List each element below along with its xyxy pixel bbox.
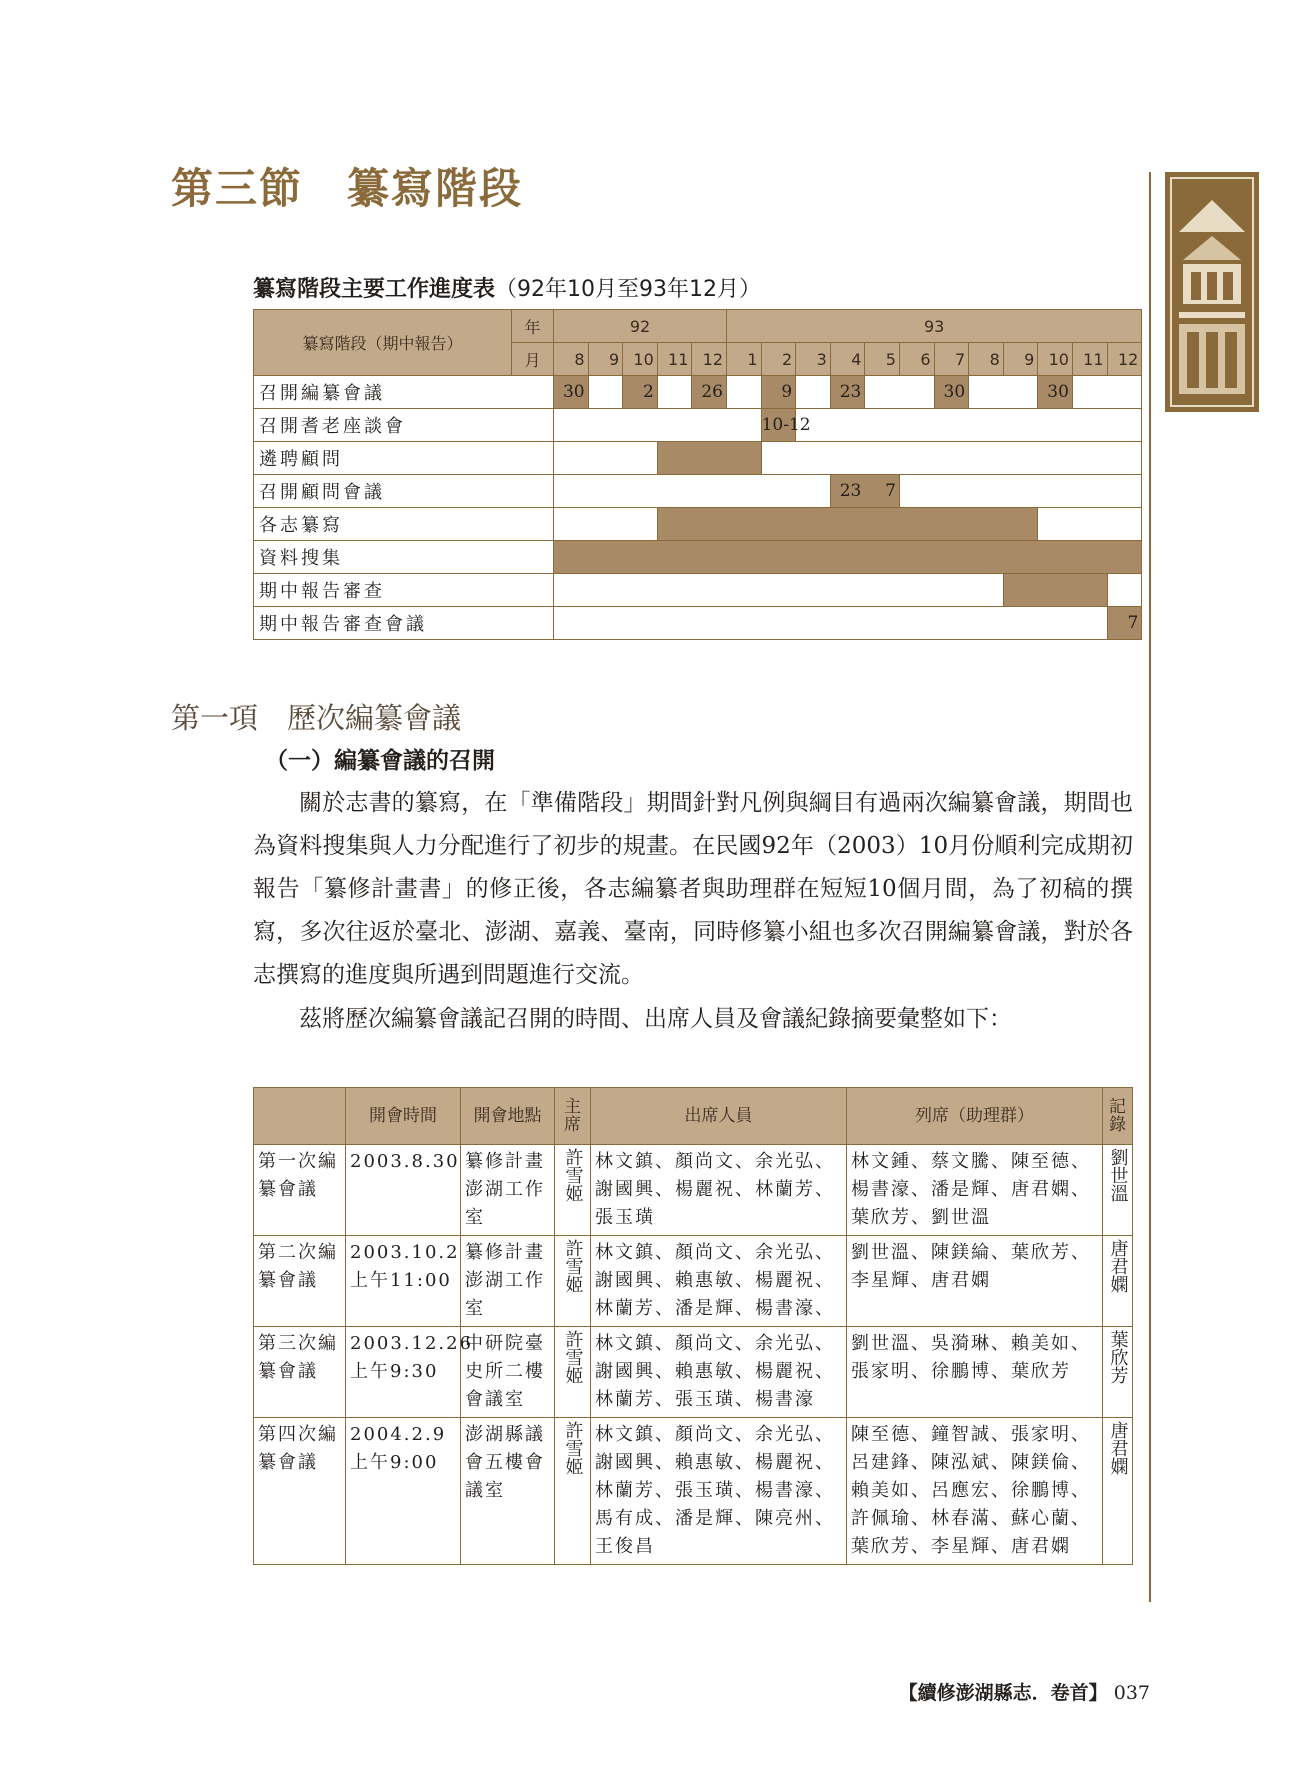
gantt-empty-cell [796,607,831,640]
gantt-empty-cell [899,409,934,442]
task-name: 遴聘顧問 [254,442,554,475]
month-cell: 9 [588,343,623,376]
meeting-chair [555,1327,591,1418]
meetings-header-row [254,1088,1133,1145]
gantt-bar-cell: 26 [692,376,727,409]
gantt-empty-cell [865,607,900,640]
year-93: 93 [727,310,1142,343]
meeting-recorder-text: 唐君嫻 [1107,1239,1129,1293]
gantt-bar-cell [657,508,692,541]
meeting-chair [555,1418,591,1565]
gantt-bar-cell [554,541,589,574]
task-name: 各志纂寫 [254,508,554,541]
place-header: 開會地點 [461,1088,555,1145]
gantt-empty-cell [692,475,727,508]
gantt-empty-cell [588,607,623,640]
gantt-empty-cell [1003,409,1038,442]
meeting-row [254,1418,1133,1565]
meeting-place: 纂修計畫澎湖工作室 [461,1236,555,1327]
month-cell: 8 [554,343,589,376]
gantt-empty-cell [554,607,589,640]
meeting-attendees: 林文鎮、顏尚文、余光弘、謝國興、賴惠敏、楊麗祝、林蘭芳、張玉璜、楊書濠 [591,1327,847,1418]
meeting-observers: 劉世溫、吳漪琳、賴美如、張家明、徐鵬博、葉欣芳 [847,1327,1103,1418]
month-cell: 7 [934,343,969,376]
gantt-bar-cell [657,442,692,475]
page-number: 037 [1113,1682,1150,1704]
gantt-empty-cell [588,409,623,442]
gantt-bar-cell: 23 [830,475,865,508]
gantt-empty-cell [623,508,658,541]
gantt-bar-cell [727,508,762,541]
year-92: 92 [554,310,727,343]
gantt-empty-cell [727,409,762,442]
gantt-empty-cell [623,574,658,607]
book-title: 【續修澎湖縣志．卷首】 [898,1682,1108,1704]
meeting-time: 2003.10.2 上午11:00 [346,1236,461,1327]
meeting-name: 第一次編纂會議 [254,1145,346,1236]
observers-header: 列席（助理群） [847,1088,1103,1145]
gantt-bar-cell [761,508,796,541]
meeting-row [254,1236,1133,1327]
gantt-empty-cell [969,607,1004,640]
gantt-bar-cell [830,541,865,574]
meeting-recorder [1103,1418,1133,1565]
gantt-empty-cell [899,607,934,640]
gantt-empty-cell [1003,442,1038,475]
gantt-empty-cell [1038,442,1073,475]
meeting-place: 澎湖縣議會五樓會議室 [461,1418,555,1565]
gantt-empty-cell [554,442,589,475]
gantt-bar-cell [727,442,762,475]
gantt-bar-cell [588,541,623,574]
gantt-empty-cell [727,475,762,508]
meeting-observers: 劉世溫、陳鎂綸、葉欣芳、李星輝、唐君嫻 [847,1236,1103,1327]
gantt-row [254,376,1142,409]
gantt-empty-cell [761,442,796,475]
year-label: 年 [512,310,554,343]
gantt-bar-cell: 7 [865,475,900,508]
gantt-row [254,409,1142,442]
gantt-title-main: 纂寫階段主要工作進度表 [253,277,496,302]
gantt-empty-cell [1072,508,1107,541]
meeting-chair [555,1236,591,1327]
gantt-empty-cell [1038,508,1073,541]
task-name: 期中報告審查會議 [254,607,554,640]
gantt-row [254,574,1142,607]
gantt-row [254,508,1142,541]
gantt-header-label: 纂寫階段（期中報告） [254,310,512,376]
meetings-table [253,1087,1133,1565]
gantt-bar-cell [1038,574,1073,607]
gantt-bar-cell [865,508,900,541]
meeting-chair-text: 許雪姬 [562,1239,584,1293]
meeting-attendees: 林文鎮、顏尚文、余光弘、謝國興、賴惠敏、楊麗祝、林蘭芳、張玉璜、楊書濠、馬有成、潘是輝、陳亮州、王俊昌 [591,1418,847,1565]
temple-illustration [1165,172,1259,412]
meeting-recorder-text: 劉世溫 [1107,1148,1129,1202]
task-name: 期中報告審查 [254,574,554,607]
gantt-empty-cell [969,442,1004,475]
meeting-recorder [1103,1145,1133,1236]
gantt-bar-cell [796,541,831,574]
recorder-header: 記錄 [1103,1088,1133,1145]
meeting-attendees: 林文鎮、顏尚文、余光弘、謝國興、賴惠敏、楊麗祝、林蘭芳、潘是輝、楊書濠、 [591,1236,847,1327]
gantt-bar-cell: 9 [761,376,796,409]
gantt-empty-cell [623,409,658,442]
gantt-empty-cell [1107,574,1142,607]
gantt-bar-cell [969,508,1004,541]
gantt-empty-cell [830,409,865,442]
gantt-row [254,607,1142,640]
gantt-empty-cell [1107,508,1142,541]
attendees-header: 出席人員 [591,1088,847,1145]
gantt-empty-cell [554,475,589,508]
gantt-bar-cell [692,541,727,574]
meeting-chair-text: 許雪姬 [562,1421,584,1475]
time-header: 開會時間 [346,1088,461,1145]
meeting-name: 第四次編纂會議 [254,1418,346,1565]
paragraph-summary: 茲將歷次編纂會議記召開的時間、出席人員及會議紀錄摘要彙整如下： [299,1006,1012,1032]
gantt-empty-cell [969,409,1004,442]
gantt-empty-cell [727,607,762,640]
meeting-place: 纂修計畫澎湖工作室 [461,1145,555,1236]
gantt-bar-cell [623,541,658,574]
meeting-recorder [1103,1236,1133,1327]
month-cell: 1 [727,343,762,376]
meeting-time: 2004.2.9 上午9:00 [346,1418,461,1565]
gantt-year-row [254,310,1142,343]
gantt-empty-cell [657,574,692,607]
month-cell: 12 [692,343,727,376]
gantt-row [254,541,1142,574]
gantt-empty-cell [1107,475,1142,508]
gantt-bar-cell [1072,574,1107,607]
blank-header [254,1088,346,1145]
gantt-empty-cell [554,574,589,607]
gantt-bar-cell: 7 [1107,607,1142,640]
gantt-bar-cell [865,541,900,574]
gantt-empty-cell [796,376,831,409]
gantt-empty-cell [796,475,831,508]
meeting-attendees: 林文鎮、顏尚文、余光弘、謝國興、楊麗祝、林蘭芳、張玉璜 [591,1145,847,1236]
gantt-bar-cell: 2 [623,376,658,409]
gantt-bar-cell [1003,574,1038,607]
meeting-time: 2003.12.26 上午9:30 [346,1327,461,1418]
gantt-empty-cell [830,574,865,607]
gantt-empty-cell [588,376,623,409]
chair-header: 主席 [555,1088,591,1145]
gantt-empty-cell [657,409,692,442]
gantt-empty-cell [692,607,727,640]
gantt-empty-cell [1038,475,1073,508]
gantt-empty-cell [761,574,796,607]
gantt-bar-cell [692,442,727,475]
meeting-place: 中研院臺史所二樓會議室 [461,1327,555,1418]
gantt-bar-cell: 10-12 [761,409,796,442]
meeting-row [254,1145,1133,1236]
gantt-empty-cell [865,442,900,475]
gantt-empty-cell [1003,607,1038,640]
gantt-title [253,272,761,303]
item-title: 第一項 歷次編纂會議 [171,701,462,735]
meeting-name: 第三次編纂會議 [254,1327,346,1418]
gantt-bar-cell [657,541,692,574]
gantt-empty-cell [865,376,900,409]
month-cell: 5 [865,343,900,376]
gantt-empty-cell [1072,376,1107,409]
gantt-bar-cell [1107,541,1142,574]
month-cell: 12 [1107,343,1142,376]
gantt-bar-cell: 23 [830,376,865,409]
gantt-empty-cell [623,442,658,475]
gantt-empty-cell [1072,475,1107,508]
gantt-bar-cell [934,508,969,541]
gantt-empty-cell [727,574,762,607]
gantt-row [254,475,1142,508]
gantt-empty-cell [865,409,900,442]
gantt-empty-cell [588,442,623,475]
margin-rule [1149,172,1151,1602]
gantt-empty-cell [934,574,969,607]
task-name: 資料搜集 [254,541,554,574]
gantt-empty-cell [796,442,831,475]
month-cell: 10 [623,343,658,376]
gantt-empty-cell [934,607,969,640]
meeting-chair-text: 許雪姬 [562,1148,584,1202]
gantt-bar-cell [727,541,762,574]
meeting-name: 第二次編纂會議 [254,1236,346,1327]
gantt-empty-cell [934,475,969,508]
gantt-bar-cell [1003,508,1038,541]
gantt-empty-cell [1107,409,1142,442]
gantt-empty-cell [657,607,692,640]
gantt-row [254,442,1142,475]
gantt-empty-cell [761,607,796,640]
gantt-bar-cell [761,541,796,574]
gantt-empty-cell [1072,607,1107,640]
gantt-bar-cell [899,508,934,541]
gantt-empty-cell [899,475,934,508]
gantt-bar-cell [1038,541,1073,574]
month-cell: 3 [796,343,831,376]
gantt-empty-cell [1107,442,1142,475]
gantt-bar-cell: 30 [554,376,589,409]
gantt-bar-cell [830,508,865,541]
paragraph-intro: 關於志書的纂寫，在「準備階段」期間針對凡例與綱目有過兩次編纂會議，期間也為資料搜集與人力分配進行了初步的規畫。在民國92年（2003）10月份順利完成期初報告「纂修計畫書」的修正後，各志編纂者與助理群在短短10個月間，為了初稿的撰寫，多次往返於臺北、澎湖、嘉義、臺南，同時修纂小組也多次召開編纂會議，對於各志撰寫的進度與所遇到問題進行交流。 [253,790,1133,988]
gantt-bar-cell [796,508,831,541]
meeting-observers: 陳至德、鐘智誠、張家明、呂建鋒、陳泓斌、陳鎂倫、賴美如、呂應宏、徐鵬博、許佩瑜、林春滿、蘇心蘭、葉欣芳、李星輝、唐君嫻 [847,1418,1103,1565]
gantt-empty-cell [623,607,658,640]
meeting-chair [555,1145,591,1236]
gantt-empty-cell [1072,409,1107,442]
month-cell: 6 [899,343,934,376]
meeting-recorder [1103,1327,1133,1418]
gantt-bar-cell [934,541,969,574]
gantt-empty-cell [969,574,1004,607]
gantt-empty-cell [588,475,623,508]
meeting-time: 2003.8.30 [346,1145,461,1236]
gantt-empty-cell [1038,607,1073,640]
gantt-empty-cell [969,475,1004,508]
meeting-recorder-text: 葉欣芳 [1107,1330,1129,1384]
gantt-bar-cell: 30 [934,376,969,409]
month-label: 月 [512,343,554,376]
gantt-empty-cell [899,574,934,607]
task-name: 召開顧問會議 [254,475,554,508]
page-footer [899,1678,1150,1705]
meeting-recorder-text: 唐君嫻 [1107,1421,1129,1475]
gantt-bar-cell [692,508,727,541]
gantt-empty-cell [727,376,762,409]
gantt-bar-cell [1003,541,1038,574]
gantt-empty-cell [934,442,969,475]
gantt-empty-cell [1107,376,1142,409]
gantt-title-range: （92年10月至93年12月） [495,277,761,302]
gantt-empty-cell [657,376,692,409]
gantt-empty-cell [899,442,934,475]
gantt-empty-cell [969,376,1004,409]
progress-table [253,309,1142,640]
gantt-empty-cell [1003,475,1038,508]
gantt-empty-cell [1003,376,1038,409]
gantt-bar-cell [969,541,1004,574]
gantt-empty-cell [623,475,658,508]
month-cell: 8 [969,343,1004,376]
gantt-empty-cell [1038,409,1073,442]
gantt-empty-cell [588,508,623,541]
month-cell: 9 [1003,343,1038,376]
gantt-empty-cell [934,409,969,442]
section-title: 第三節 纂寫階段 [171,164,524,213]
gantt-empty-cell [554,409,589,442]
month-cell: 10 [1038,343,1073,376]
gantt-empty-cell [830,607,865,640]
gantt-empty-cell [692,409,727,442]
meeting-observers: 林文鍾、蔡文騰、陳至德、楊書濠、潘是輝、唐君嫻、葉欣芳、劉世溫 [847,1145,1103,1236]
gantt-empty-cell [865,574,900,607]
task-name: 召開編纂會議 [254,376,554,409]
gantt-empty-cell [761,475,796,508]
gantt-empty-cell [899,376,934,409]
month-cell: 11 [1072,343,1107,376]
meeting-chair-text: 許雪姬 [562,1330,584,1384]
gantt-empty-cell [588,574,623,607]
meeting-row [254,1327,1133,1418]
task-name: 召開耆老座談會 [254,409,554,442]
temple-icon [1165,172,1259,412]
gantt-bar-cell: 30 [1038,376,1073,409]
gantt-empty-cell [796,574,831,607]
gantt-bar-cell [899,541,934,574]
gantt-empty-cell [657,475,692,508]
month-cell: 4 [830,343,865,376]
gantt-empty-cell [1072,442,1107,475]
month-cell: 11 [657,343,692,376]
gantt-empty-cell [692,574,727,607]
month-cell: 2 [761,343,796,376]
gantt-empty-cell [554,508,589,541]
sub-title: （一）編纂會議的召開 [265,747,495,774]
gantt-empty-cell [830,442,865,475]
gantt-bar-cell [1072,541,1107,574]
